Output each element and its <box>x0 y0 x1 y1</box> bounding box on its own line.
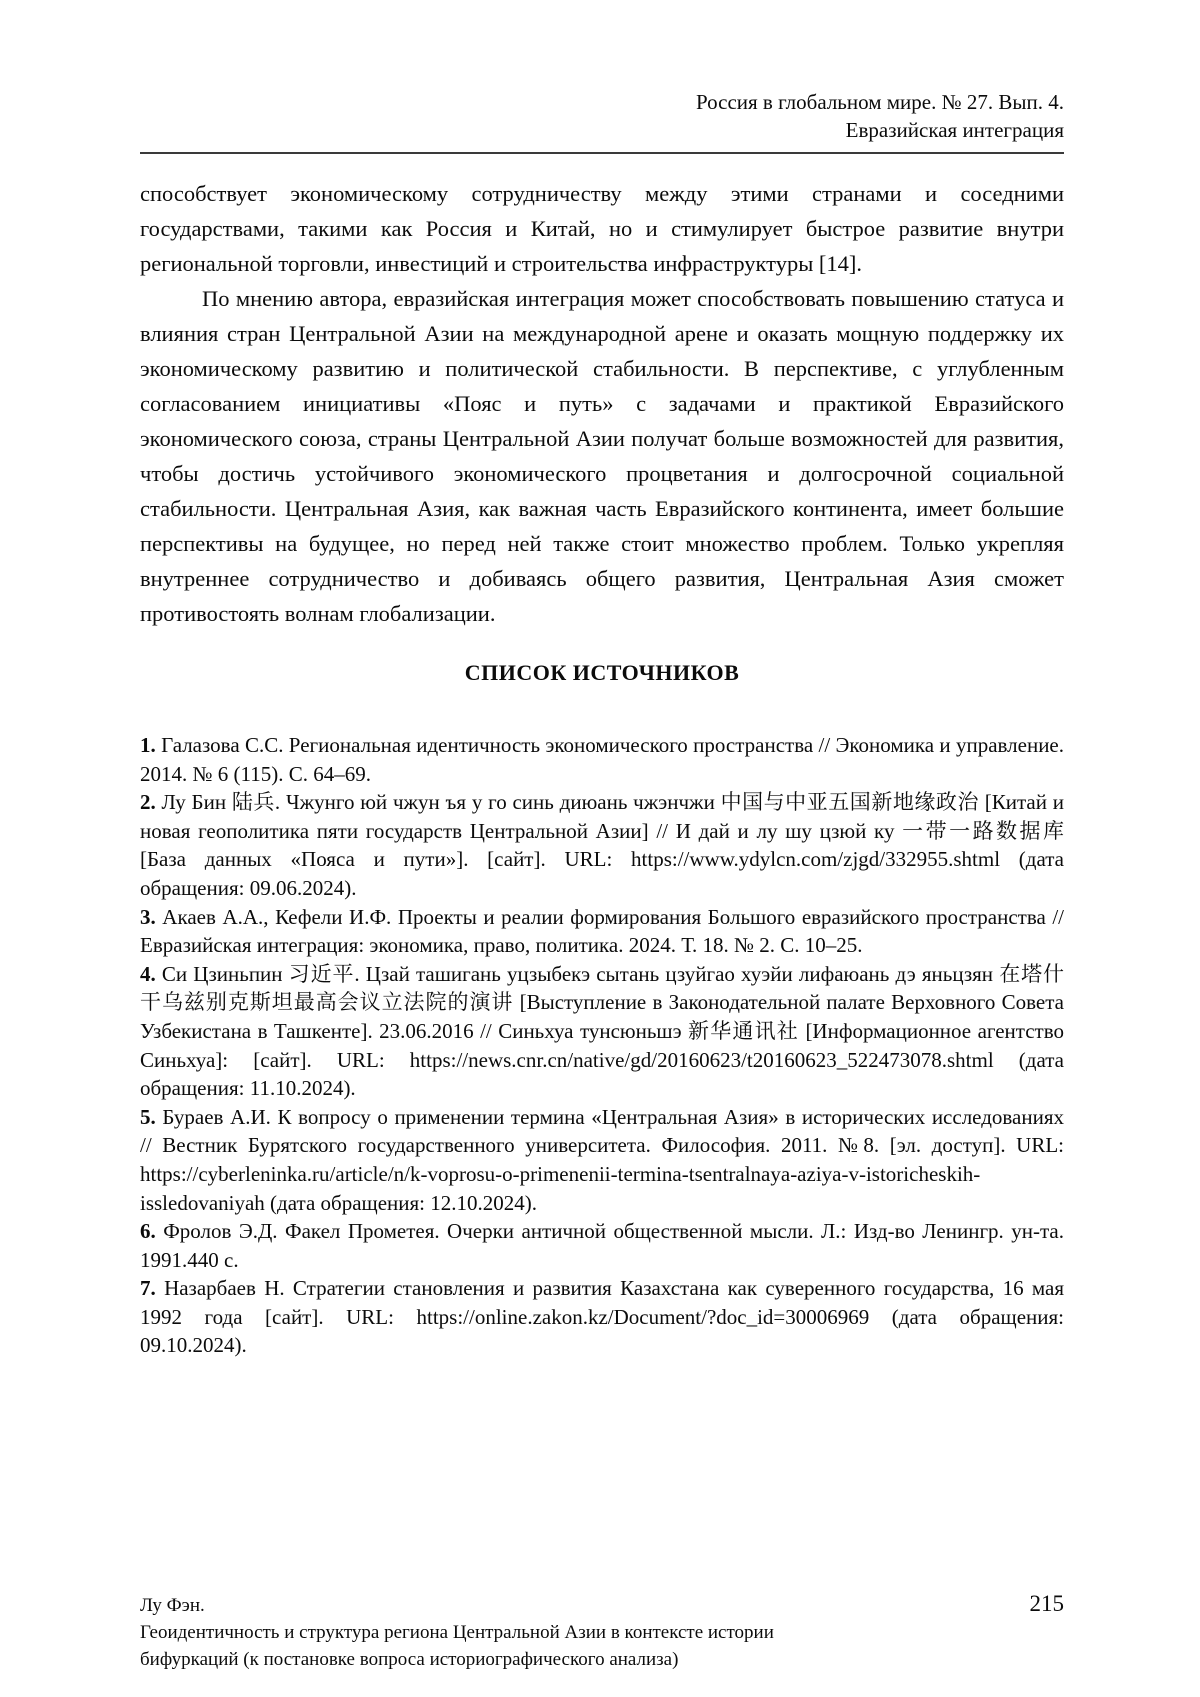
footer-author: Лу Фэн. <box>140 1595 205 1616</box>
reference-text: Фролов Э.Д. Факел Прометея. Очерки античной общественной мысли. Л.: Изд-во Ленингр. ун-та. 1991.440 с. <box>140 1219 1064 1272</box>
page-footer <box>140 1590 1064 1673</box>
reference-number: 3. <box>140 904 156 929</box>
running-header <box>140 0 1064 144</box>
reference-number: 1. <box>140 733 156 757</box>
reference-number: 2. <box>140 790 156 815</box>
reference-text: Лу Бин 陆兵. Чжунго юй чжун ъя у го синь диюань чжэнчжи 中国与中亚五国新地缘政治 [Китай и новая геополитика пяти государств Центральной Азии] // И дай и лу шу цзюй ку 一带一路数据库 [База данных «Пояса и пути»]. [сайт]. URL: https://www.ydylcn.com/zjgd/332955.shtml (дата обращения: 09.06.2024). <box>140 790 1065 900</box>
reference-number: 7. <box>140 1276 156 1301</box>
reference-item <box>140 1217 1064 1274</box>
reference-text: Акаев А.А., Кефели И.Ф. Проекты и реалии формирования Большого евразийского пространства // Евразийская интеграция: экономика, право, политика. 2024. Т. 18. № 2. С. 10–25. <box>140 904 1064 958</box>
sources-heading: СПИСОК ИСТОЧНИКОВ <box>464 660 740 685</box>
header-rule <box>140 152 1064 154</box>
reference-item <box>140 903 1064 960</box>
body-paragraph: способствует экономическому сотрудничеству между этими странами и соседними государствами, такими как Россия и Китай, но и стимулирует быстрое развитие внутри региональной торговли, инвестиций и строительства инфраструктуры [14]. <box>140 181 1064 276</box>
content-column <box>140 0 1064 1360</box>
reference-text: Бураев А.И. К вопросу о применении термина «Центральная Азия» в исторических исследованиях // Вестник Бурятского государственного университета. Философия. 2011. №8. [эл. доступ]. URL: https://cyberleninka.ru/article/n/k-voprosu-o-primenenii-termina-tsentralnaya-aziya-v-istoricheskih-issledovaniyah (дата обращения: 12.10.2024). <box>140 1104 1065 1215</box>
reference-text: Галазова С.С. Региональная идентичность экономического пространства // Экономика и управление. 2014. № 6 (115). С. 64–69. <box>140 733 1064 786</box>
body-paragraphs <box>140 176 1064 631</box>
reference-item <box>140 1103 1064 1217</box>
issue-section-title: Евразийская интеграция <box>845 118 1064 142</box>
reference-number: 6. <box>140 1219 156 1244</box>
footer-article-title-line2: бифуркаций (к постановке вопроса историографического анализа) <box>140 1649 679 1670</box>
reference-item <box>140 1274 1064 1360</box>
reference-number: 5. <box>140 1104 156 1129</box>
body-paragraph: По мнению автора, евразийская интеграция может способствовать повышению статуса и влияния стран Центральной Азии на международной арене и оказать мощную поддержку их экономическому развитию и политической стабильности. В перспективе, с углубленным согласованием инициативы «Пояс и путь» с задачами и практикой Евразийского экономического союза, страны Центральной Азии получат больше возможностей для развития, чтобы достичь устойчивого экономического процветания и долгосрочной социальной стабильности. Центральная Азия, как важная часть Евразийского континента, имеет большие перспективы на будущее, но перед ней также стоит множество проблем. Только укрепляя внутреннее сотрудничество и добиваясь общего развития, Центральная Азия сможет противостоять волнам глобализации. <box>140 286 1064 626</box>
footer-first-row <box>140 1590 1064 1619</box>
reference-number: 4. <box>140 961 156 986</box>
reference-text: Си Цзиньпин 习近平. Цзай ташигань уцзыбекэ сытань цзуйгао хуэйи лифаюань дэ яньцзян 在塔什干乌兹别克斯坦最高会议立法院的演讲 [Выступление в Законодательной палате Верховного Совета Узбекистана в Ташкенте]. 23.06.2016 // Синьхуа тунсюньшэ 新华通讯社 [Информационное агентство Синьхуа]: [сайт]. URL: https://news.cnr.cn/native/gd/20160623/t20160623_522473078.shtml (дата обращения: 11.10.2024). <box>140 961 1064 1101</box>
footer-article-title-line1: Геоидентичность и структура региона Центральной Азии в контексте истории <box>140 1622 774 1643</box>
reference-list <box>140 731 1064 1360</box>
reference-item <box>140 788 1064 902</box>
reference-item <box>140 731 1064 788</box>
page-number: 215 <box>1029 1591 1064 1616</box>
reference-item <box>140 960 1064 1103</box>
reference-text: Назарбаев Н. Стратегии становления и развития Казахстана как суверенного государства, 16 мая 1992 года [сайт]. URL: https://online.zakon.kz/Document/?doc_id=30006969 (дата обращения: 09.10.2024). <box>140 1276 1064 1358</box>
article-body <box>140 176 1064 1360</box>
journal-title: Россия в глобальном мире. № 27. Вып. 4. <box>695 90 1064 114</box>
